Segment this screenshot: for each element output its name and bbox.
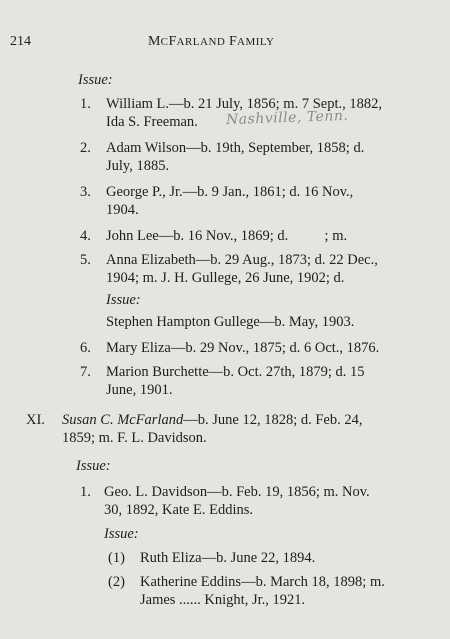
child-5-line-1: Anna Elizabeth—b. 29 Aug., 1873; d. 22 Dec., — [106, 252, 378, 268]
child-2-line-2: July, 1885. — [106, 158, 170, 174]
child-3-line-2: 1904. — [106, 202, 139, 218]
running-header: MCFARLAND FAMILY — [148, 34, 275, 49]
child-7-line-1: Marion Burchette—b. Oct. 27th, 1879; d. 15 — [106, 364, 365, 380]
child-2-number: 2. — [80, 140, 91, 156]
issue-heading: Issue: — [78, 72, 113, 88]
grandchild-2-line-1: Katherine Eddins—b. March 18, 1898; m. — [140, 574, 385, 590]
page-number: 214 — [10, 34, 31, 49]
child-5-line-2: 1904; m. J. H. Gullege, 26 June, 1902; d. — [106, 270, 345, 286]
grandchild-2-number: (2) — [108, 574, 125, 590]
child-5-issue-heading: Issue: — [106, 292, 141, 308]
section-xi-line-1-rest: —b. June 12, 1828; d. Feb. 24, — [183, 412, 363, 428]
child-5-issue-entry: Stephen Hampton Gullege—b. May, 1903. — [106, 314, 355, 330]
child-7-line-2: June, 1901. — [106, 382, 173, 398]
section-xi-sub-issue-heading: Issue: — [104, 526, 139, 542]
section-xi-issue-heading: Issue: — [76, 458, 111, 474]
child-4-line-1: John Lee—b. 16 Nov., 1869; d. ; m. — [106, 228, 348, 244]
section-xi-name: Susan C. McFarland — [62, 412, 184, 428]
grandchild-2-line-2: James ...... Knight, Jr., 1921. — [140, 592, 306, 608]
child-1-line-1: William L.—b. 21 July, 1856; m. 7 Sept., 1882, — [106, 96, 382, 112]
section-xi-numeral: XI. — [26, 412, 45, 428]
handwritten-note: Nashville, Tenn. — [225, 107, 349, 129]
child-6-line-1: Mary Eliza—b. 29 Nov., 1875; d. 6 Oct., 1876. — [106, 340, 380, 356]
child-3-line-1: George P., Jr.—b. 9 Jan., 1861; d. 16 Nov., — [106, 184, 354, 200]
child-2-line-1: Adam Wilson—b. 19th, September, 1858; d. — [106, 140, 365, 156]
grandchild-1-line-1: Ruth Eliza—b. June 22, 1894. — [140, 550, 316, 566]
child-1-line-2: Ida S. Freeman. — [106, 114, 198, 130]
child-6-number: 6. — [80, 340, 91, 356]
section-xi-line-1 — [62, 412, 362, 429]
child-1-number: 1. — [80, 96, 91, 112]
child-7-number: 7. — [80, 364, 91, 380]
section-xi-line-2: 1859; m. F. L. Davidson. — [62, 430, 207, 446]
child-5-number: 5. — [80, 252, 91, 268]
section-xi-child-1-line-1: Geo. L. Davidson—b. Feb. 19, 1856; m. Nov. — [104, 484, 370, 500]
child-4-number: 4. — [80, 228, 91, 244]
section-xi-child-1-number: 1. — [80, 484, 91, 500]
child-3-number: 3. — [80, 184, 91, 200]
grandchild-1-number: (1) — [108, 550, 125, 566]
section-xi-child-1-line-2: 30, 1892, Kate E. Eddins. — [104, 502, 254, 518]
